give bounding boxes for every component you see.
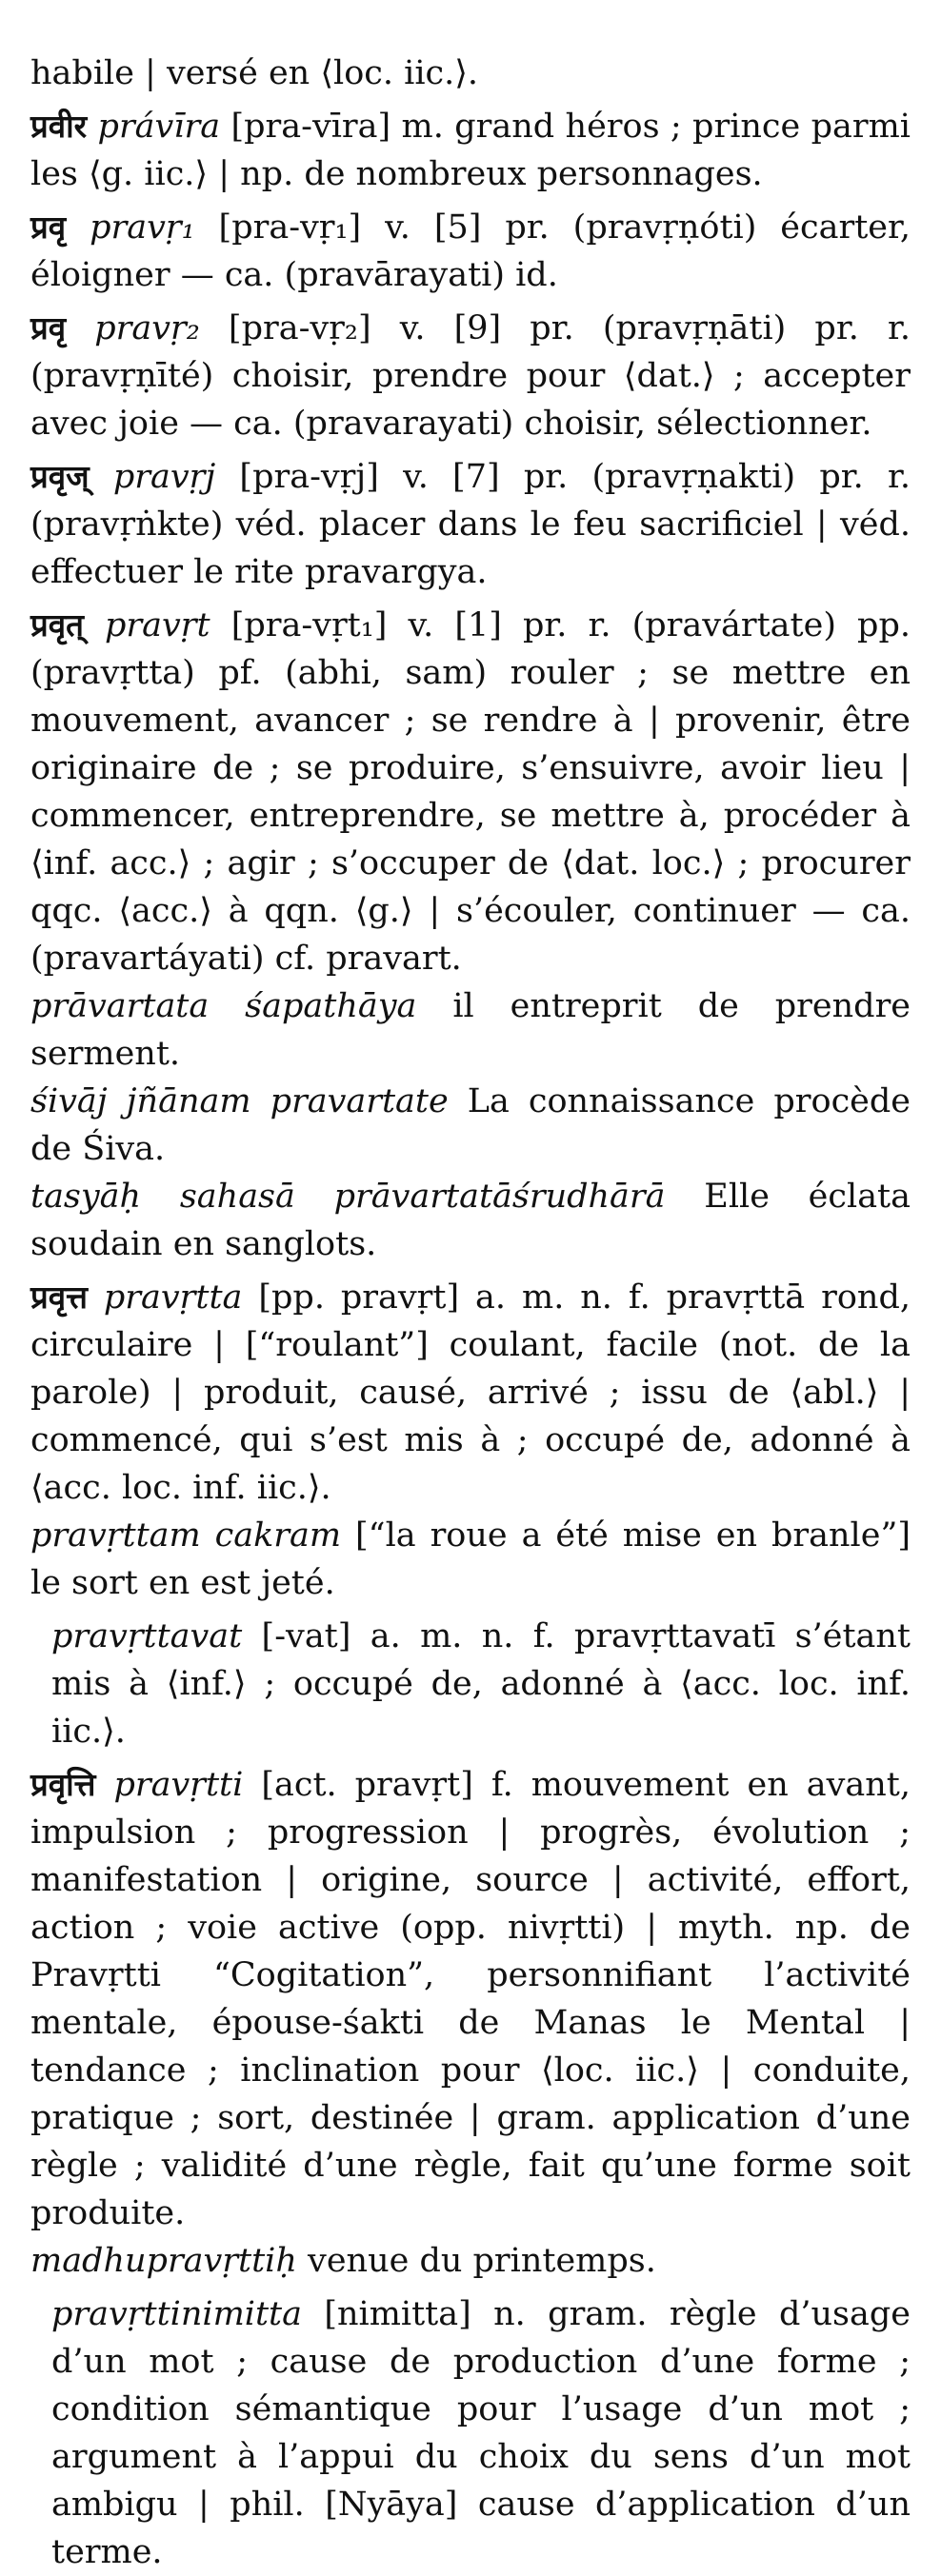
headword: pravṛtti <box>113 1766 244 1804</box>
subentry-pravrttavat <box>30 1613 911 1755</box>
entry-pravrtti <box>30 1761 911 2237</box>
devanagari-headword: प्रवृत् <box>30 606 84 644</box>
entry-pravr2 <box>30 305 911 447</box>
headword: pravṛt <box>105 606 210 644</box>
entry-body: [pp. pravṛt] a. m. n. f. pravṛttā rond, circulaire | [“roulant”] coulant, facile (not. de la parole) | produit, causé, arrivé ; issu de ⟨abl.⟩ | commencé, qui s’est mis à ; occupé de, adonné à ⟨acc. loc. inf. iic.⟩. <box>30 1278 911 1507</box>
entry-body: [pra-vṛ₁] v. [5] pr. (pravṛṇóti) écarter, éloigner — ca. (pravārayati) id. <box>30 208 911 294</box>
example-sanskrit: madhupravṛttiḥ <box>30 2242 297 2280</box>
headword: pravṛttavat <box>51 1617 243 1655</box>
entry-body: [pra-vṛt₁] v. [1] pr. r. (pravártate) pp. (pravṛtta) pf. (abhi, sam) rouler ; se mettre en mouvement, avancer ; se rendre à | provenir, être originaire de ; se produire, s’ensuivre, avoir lieu | commencer, entreprendre, se mettre à, procéder à ⟨inf. acc.⟩ ; agir ; s’occuper de ⟨dat. loc.⟩ ; procurer qqc. ⟨acc.⟩ à qqn. ⟨g.⟩ | s’écouler, continuer — ca. (pravartáyati) cf. pravart. <box>30 606 911 978</box>
headword: pravṛttinimitta <box>51 2295 302 2333</box>
devanagari-headword: प्रवृत्त <box>30 1278 88 1316</box>
entry-body: [pra-vīra] m. grand héros ; prince parmi les ⟨g. iic.⟩ | np. de nombreux personnages. <box>30 108 911 193</box>
example-translation: La connaissance procède de Śiva. <box>30 1082 911 1168</box>
headword: právīra <box>97 108 221 146</box>
subentry-pravrttinimitta <box>30 2290 911 2576</box>
example-translation: il entreprit de prendre serment. <box>30 987 911 1073</box>
entry-body: [-vat] a. m. n. f. pravṛttavatī s’étant mis à ⟨inf.⟩ ; occupé de, adonné à ⟨acc. loc. inf. iic.⟩. <box>51 1617 911 1751</box>
example-line <box>30 982 911 1078</box>
headword: pravṛj <box>112 458 216 496</box>
example-translation: Elle éclata soudain en sanglots. <box>30 1178 911 1263</box>
example-sanskrit: prāvartata śapathāya <box>30 987 417 1025</box>
entry-text: habile | versé en ⟨loc. iic.⟩. <box>30 54 479 92</box>
headword: pravṛ₂ <box>94 309 200 347</box>
headword: pravṛtta <box>103 1278 243 1317</box>
example-sanskrit: tasyāḥ sahasā prāvartatāśrudhārā <box>30 1178 666 1216</box>
entry-pravrt <box>30 602 911 982</box>
example-line <box>30 1512 911 1607</box>
entry-pravrtta <box>30 1274 911 1512</box>
devanagari-headword: प्रवृ <box>30 208 67 246</box>
example-line <box>30 1173 911 1268</box>
example-line <box>30 1078 911 1173</box>
entry-body: [pra-vṛ₂] v. [9] pr. (pravṛṇāti) pr. r. (pravṛṇīté) choisir, prendre pour ⟨dat.⟩ ; accepter avec joie — ca. (pravarayati) choisir, sélectionner. <box>30 309 911 443</box>
example-translation: venue du printemps. <box>296 2242 656 2280</box>
entry-body: [pra-vṛj] v. [7] pr. (pravṛṇakti) pr. r. (pravṛṅkte) véd. placer dans le feu sacrificiel | véd. effectuer le rite pravargya. <box>30 458 911 591</box>
entry-pravira <box>30 103 911 198</box>
example-sanskrit: pravṛttam cakram <box>30 1516 342 1555</box>
entry-pravrj <box>30 453 911 596</box>
entry-body: [nimitta] n. gram. règle d’usage d’un mot ; cause de production d’une forme ; condition sémantique pour l’usage d’un mot ; argument à l’appui du choix du sens d’un mot ambigu | phil. [Nyāya] cause d’application d’un terme. <box>51 2295 911 2571</box>
entry-continuation <box>30 50 911 97</box>
entry-body: [act. pravṛt] f. mouvement en avant, impulsion ; progression | progrès, évolution ; manifestation | origine, source | activité, effort, action ; voie active (opp. nivṛtti) | myth. np. de Pravṛtti “Cogitation”, personnifiant l’activité mentale, épouse-śakti de Manas le Mental | tendance ; inclination pour ⟨loc. iic.⟩ | conduite, pratique ; sort, destinée | gram. application d’une règle ; validité d’une règle, fait qu’une forme soit produite. <box>30 1766 911 2232</box>
headword: pravṛ₁ <box>90 208 195 247</box>
devanagari-headword: प्रवृज् <box>30 458 90 495</box>
devanagari-headword: प्रवृत्ति <box>30 1766 96 1803</box>
entry-pravr1 <box>30 204 911 299</box>
example-sanskrit: śivāj jñānam pravartate <box>30 1082 449 1120</box>
example-translation: [“la roue a été mise en branle”] le sort en est jeté. <box>30 1516 911 1602</box>
example-line <box>30 2237 911 2285</box>
devanagari-headword: प्रवीर <box>30 108 88 145</box>
devanagari-headword: प्रवृ <box>30 309 67 347</box>
